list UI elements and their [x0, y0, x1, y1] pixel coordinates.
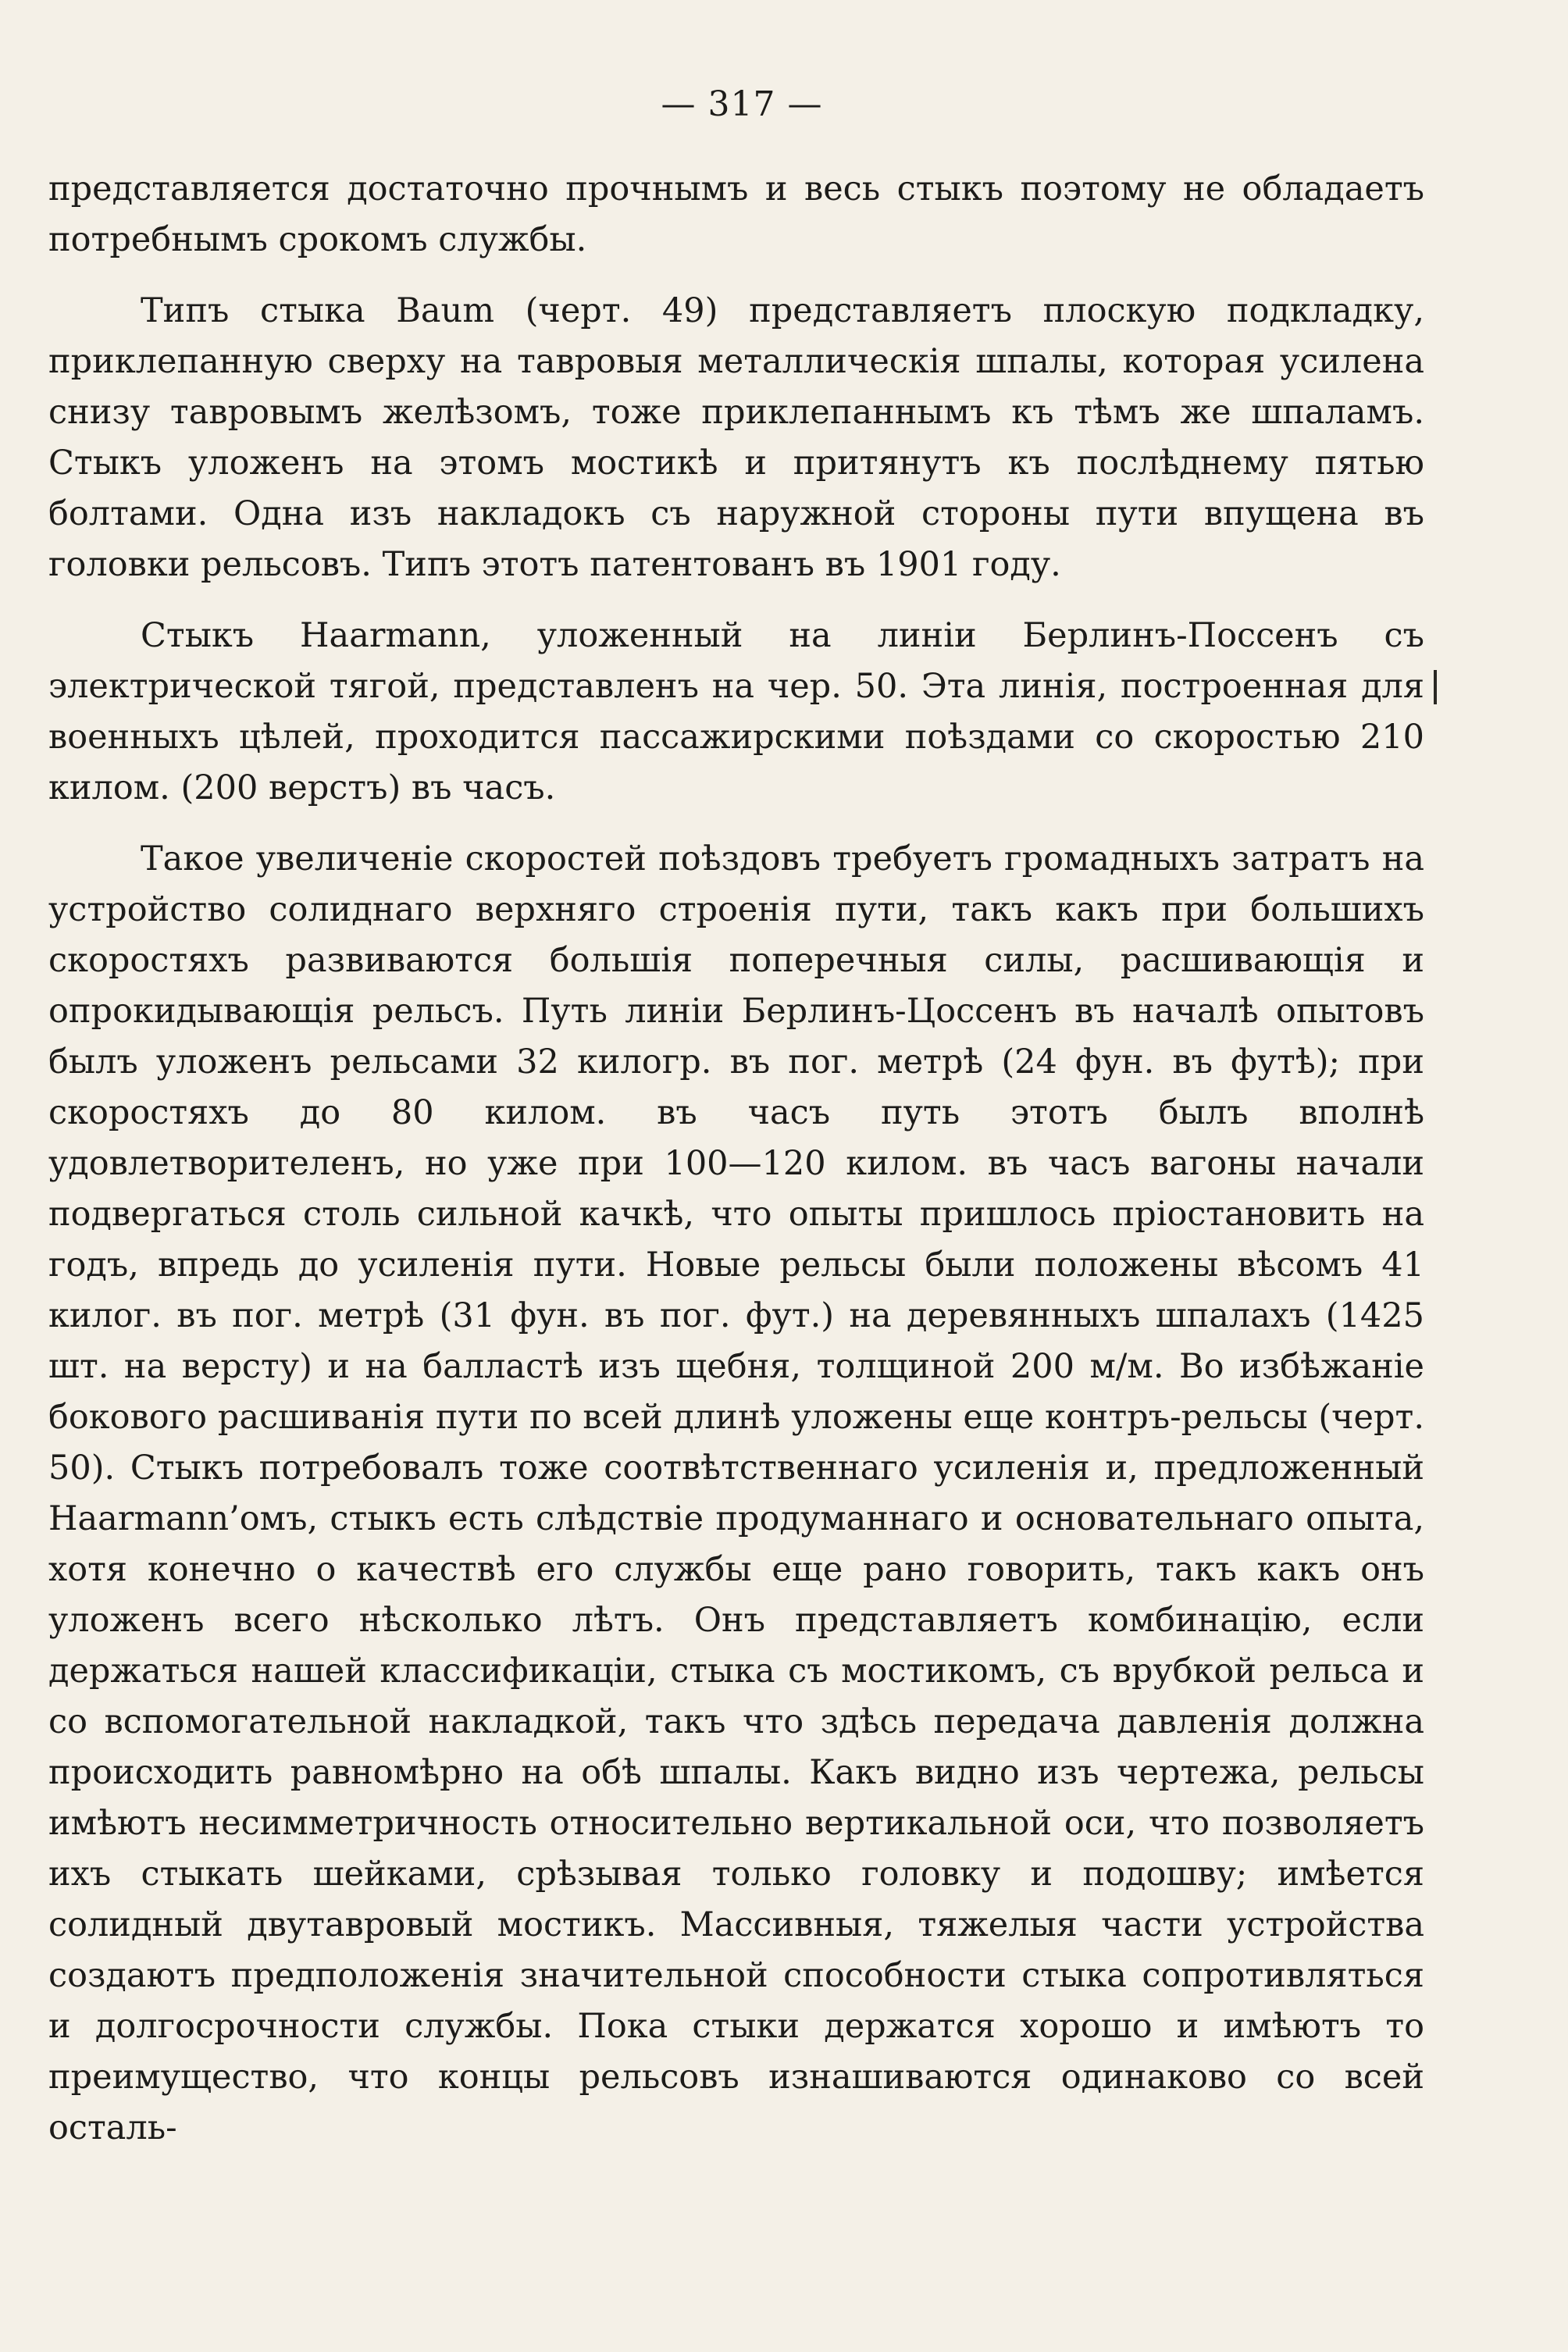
paragraph-1: представляется достаточно прочнымъ и весь стыкъ поэтому не обладаетъ потребнымъ срокомъ службы. [48, 169, 1424, 259]
paragraph-3: Стыкъ Haarmann, уложенный на линіи Берлинъ-Поссенъ съ электрической тягой, представленъ на чер. 50. Эта линія, построенная для военныхъ цѣлей, проходится пассажирскими поѣздами со скоростью 210 килом. (200 верстъ) въ часъ. [48, 616, 1424, 807]
body-text [48, 164, 1424, 2174]
margin-mark [1434, 670, 1437, 704]
paragraph-4: Такое увеличеніе скоростей поѣздовъ требуетъ громадныхъ затратъ на устройство солиднаго верхняго строенія пути, такъ какъ при большихъ скоростяхъ развиваются большія поперечныя силы, расшивающія и опрокидывающія рельсъ. Путь линіи Берлинъ-Цоссенъ въ началѣ опытовъ былъ уложенъ рельсами 32 килогр. въ пог. метрѣ (24 фун. въ футѣ); при скоростяхъ до 80 килом. въ часъ путь этотъ былъ вполнѣ удовлетворителенъ, но уже при 100—120 килом. въ часъ вагоны начали подвергаться столь сильной качкѣ, что опыты пришлось пріостановить на годъ, впредь до усиленія пути. Новые рельсы были положены вѣсомъ 41 килог. въ пог. метрѣ (31 фун. въ пог. фут.) на деревянныхъ шпалахъ (1425 шт. на версту) и на балластѣ изъ щебня, толщиной 200 м/м. Во избѣжаніе бокового расшиванія пути по всей длинѣ уложены еще контръ-рельсы (черт. 50). Стыкъ потребовалъ тоже соотвѣтственнаго усиленія и, предложенный Haarmann’омъ, стыкъ есть слѣдствіе продуманнаго и основательнаго опыта, хотя конечно о качествѣ его службы еще рано говорить, такъ какъ онъ уложенъ всего нѣсколько лѣтъ. Онъ представляетъ комбинацію, если держаться нашей классификаціи, стыка съ мостикомъ, съ врубкой рельса и со вспомогательной накладкой, такъ что здѣсь передача давленія должна происходить равномѣрно на обѣ шпалы. Какъ видно изъ чертежа, рельсы имѣютъ несимметричность относительно вертикальной оси, что позволяетъ ихъ стыкать шейками, срѣзывая только головку и подошву; имѣется солидный двутавровый мостикъ. Массивныя, тяжелыя части устройства создаютъ предположенія значительной способности стыка сопротивляться и долгосрочности службы. Пока стыки держатся хорошо и имѣютъ то преимущество, что концы рельсовъ изнашиваются одинаково со всей осталь- [48, 839, 1424, 2147]
page-number: — 317 — [661, 84, 823, 124]
paragraph-2: Типъ стыка Baum (черт. 49) представляетъ плоскую подкладку, приклепанную сверху на тавровыя металлическія шпалы, которая усилена снизу тавровымъ желѣзомъ, тоже приклепаннымъ къ тѣмъ же шпаламъ. Стыкъ уложенъ на этомъ мостикѣ и притянутъ къ послѣднему пятью болтами. Одна изъ накладокъ съ наружной стороны пути впущена въ головки рельсовъ. Типъ этотъ патентованъ въ 1901 году. [48, 291, 1424, 584]
